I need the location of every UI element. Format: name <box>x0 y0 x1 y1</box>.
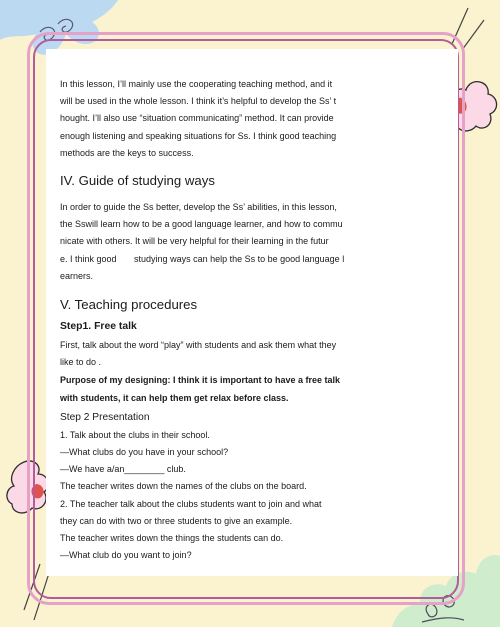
text-line: Purpose of my designing: I think it is important to have a free talk <box>60 375 341 386</box>
paragraph-teaching-method <box>60 76 396 162</box>
text-line: —We have a/an________ club. <box>60 464 186 475</box>
text-line: The teacher writes down the things the students can do. <box>60 533 284 544</box>
heading-guide-of-studying-ways: IV. Guide of studying ways <box>60 173 215 189</box>
text-line: The teacher writes down the names of the clubs on the board. <box>60 481 307 492</box>
purpose-of-designing <box>60 372 396 406</box>
heading-teaching-procedures: V. Teaching procedures <box>60 297 198 313</box>
document-content <box>60 76 396 564</box>
text-line: —What club do you want to join? <box>60 550 192 561</box>
text-line: 2. The teacher talk about the clubs students want to join and what <box>60 498 322 509</box>
text-line: will be used in the whole lesson. I think it’s helpful to develop the Ss’ t <box>60 96 337 107</box>
text-line: the Sswill learn how to be a good language learner, and how to commu <box>60 219 343 230</box>
text-line: they can do with two or three students to give an example. <box>60 515 293 526</box>
text-line: enough listening and speaking situations for Ss. I think good teaching <box>60 130 337 141</box>
text-line: earners. <box>60 270 94 281</box>
step1-text <box>60 337 396 371</box>
text-line: with students, it can help them get relax before class. <box>60 392 289 403</box>
text-line: In order to guide the Ss better, develop the Ss’ abilities, in this lesson, <box>60 202 337 213</box>
text-line: methods are the keys to success. <box>60 147 194 158</box>
step1-title: Step1. Free talk <box>60 321 137 333</box>
text-line: —What clubs do you have in your school? <box>60 447 229 458</box>
text-line: e. I think good studying ways can help the Ss to be good language l <box>60 253 345 264</box>
text-line: First, talk about the word “play” with students and ask them what they <box>60 340 337 351</box>
text-line: 1. Talk about the clubs in their school. <box>60 429 210 440</box>
text-line: nicate with others. It will be very helpful for their learning in the futur <box>60 236 329 247</box>
step2-title: Step 2 Presentation <box>60 411 150 423</box>
step2-content <box>60 427 396 565</box>
paragraph-studying-ways <box>60 199 396 285</box>
text-line: In this lesson, I’ll mainly use the cooperating teaching method, and it <box>60 79 333 89</box>
text-line: hought. I’ll also use “situation communicating” method. It can provide <box>60 113 334 124</box>
text-line: like to do . <box>60 357 102 368</box>
